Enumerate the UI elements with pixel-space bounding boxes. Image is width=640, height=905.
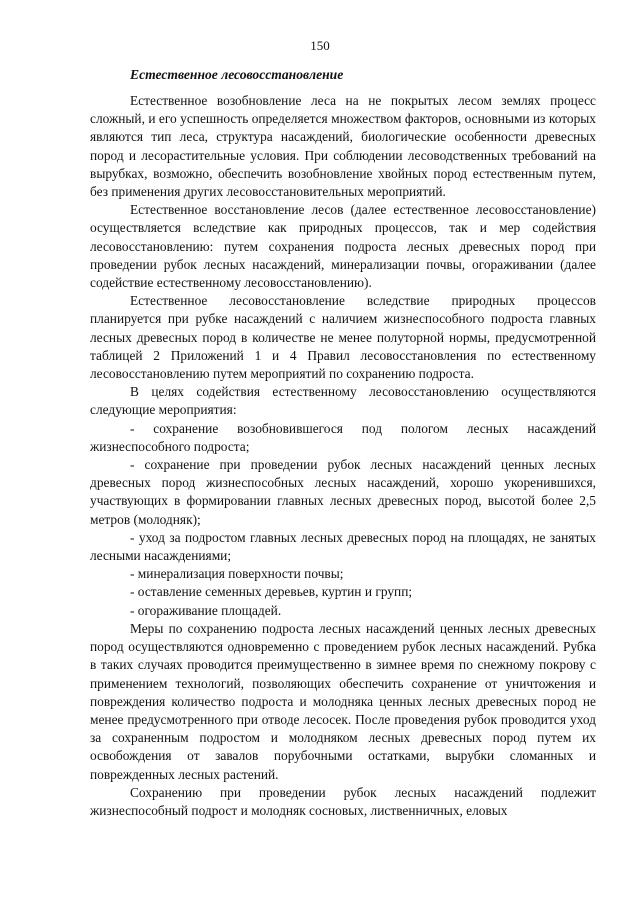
- paragraph-natural-restoration-definition: Естественное восстановление лесов (далее естественное лесовосстановление) осуществляется вследствие как природных процессов, так и мер содействия лесовосстановлению: путем сохранения подроста лесных древесных пород при проведении рубок лесных насаждений, минерализации почвы, огораживании (далее содействие естественному лесовосстановлению).: [90, 202, 596, 291]
- paragraph-undergrowth-preservation: Меры по сохранению подроста лесных насаждений ценных лесных древесных пород осуществляются одновременно с проведением рубок лесных насаждений. Рубка в таких случаях проводится преимущественно в зимнее время по снежному покрову с применением технологий, позволяющих обеспечить сохранение от уничтожения и повреждения количество подроста и молодняка ценных лесных древесных пород не менее предусмотренного при отводе лесосек. После проведения рубок проводится уход за сохраненным подростом и молодняком лесных древесных пород путем их освобождения от завалов порубочными остатками, вырубки сломанных и поврежденных лесных растений.: [90, 620, 596, 782]
- list-item: - уход за подростом главных лесных древесных пород на площадях, не занятых лесными насаждениями;: [90, 529, 596, 564]
- paragraph-natural-processes: Естественное лесовосстановление вследствие природных процессов планируется при рубке насаждений с наличием жизнеспособного подроста главных лесных древесных пород в количестве не менее полуторной нормы, предусмотренной таблицей 2 Приложений 1 и 4 Правил лесовосстановления по естественному лесовосстановлению путем мероприятий по сохранению подроста.: [90, 293, 596, 382]
- measures-list: [90, 420, 596, 620]
- list-item: - огораживание площадей.: [130, 602, 282, 618]
- section-title: Естественное лесовосстановление: [130, 67, 344, 82]
- list-item: - оставление семенных деревьев, куртин и групп;: [130, 584, 413, 600]
- paragraph-natural-renewal: Естественное возобновление леса на не покрытых лесом землях процесс сложный, и его успешность определяется множеством факторов, основными из которых являются тип леса, структура насаждений, биологические особенности древесных пород и лесорастительные условия. При соблюдении лесоводственных требований на вырубках, возможно, обеспечить возобновление хвойных пород естественным путем, без применения других лесовосстановительных мероприятий.: [90, 93, 596, 200]
- list-item: - сохранение при проведении рубок лесных насаждений ценных лесных древесных пород жизнеспособных лесных насаждений, хорошо укоренившихся, участвующих в формировании главных лесных древесных пород, высотой более 2,5 метров (молодняк);: [90, 457, 596, 527]
- list-item: - минерализация поверхности почвы;: [130, 566, 344, 582]
- paragraph-measures-intro: В целях содействия естественному лесовосстановлению осуществляются следующие мероприятия:: [90, 384, 596, 418]
- paragraph-preservation-subject: Сохранению при проведении рубок лесных насаждений подлежит жизнеспособный подрост и молодняк сосновых, лиственничных, еловых: [90, 784, 596, 818]
- list-item: - сохранение возобновившегося под пологом лесных насаждений жизнеспособного подроста;: [90, 420, 596, 454]
- document-body: [90, 66, 596, 820]
- page-number: 150: [310, 38, 330, 53]
